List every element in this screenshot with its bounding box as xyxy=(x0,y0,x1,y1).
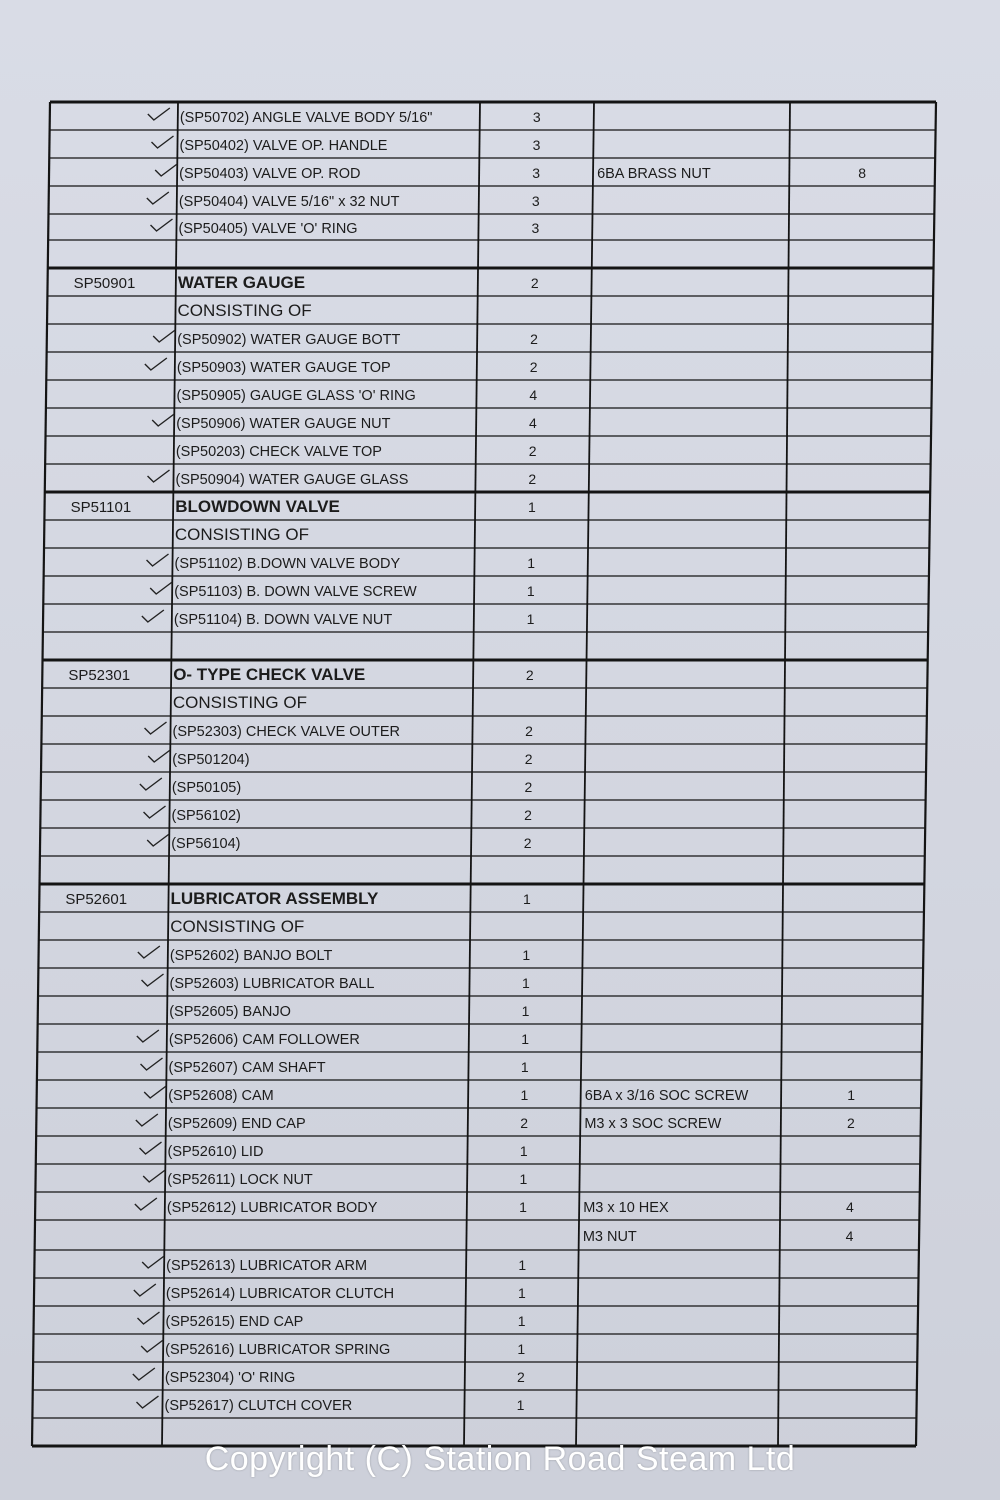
part-quantity: 2 xyxy=(524,807,532,823)
part-description: (SP50404) VALVE 5/16" x 32 NUT xyxy=(178,194,400,210)
fastener-description: 6BA x 3/16 SOC SCREW xyxy=(584,1088,749,1104)
part-quantity: 4 xyxy=(529,415,537,431)
checkmark-icon xyxy=(150,582,172,594)
part-quantity: 1 xyxy=(527,499,536,515)
part-code: SP50901 xyxy=(73,275,136,292)
part-quantity: 1 xyxy=(521,1031,530,1047)
part-description: (SP50203) CHECK VALVE TOP xyxy=(175,444,382,460)
part-quantity: 1 xyxy=(523,891,531,907)
part-description: (SP52610) LID xyxy=(167,1144,264,1160)
part-quantity: 1 xyxy=(526,611,535,627)
checkmark-icon xyxy=(153,330,175,342)
checkmark-icon xyxy=(134,1284,156,1296)
part-description: (SP501204) xyxy=(172,752,250,768)
column-divider xyxy=(162,102,178,1446)
checkmark-icon xyxy=(137,1030,159,1042)
fastener-quantity: 4 xyxy=(845,1228,854,1244)
fastener-description: M3 NUT xyxy=(582,1229,637,1245)
part-quantity: 2 xyxy=(516,1369,525,1385)
part-code: SP51101 xyxy=(70,499,132,516)
checkmark-icon xyxy=(140,1142,162,1154)
column-divider xyxy=(464,102,480,1446)
part-description: (SP52612) LUBRICATOR BODY xyxy=(166,1200,378,1216)
checkmark-icon xyxy=(144,1086,166,1098)
column-divider xyxy=(778,102,790,1446)
fastener-description: 6BA BRASS NUT xyxy=(597,166,711,182)
part-code: SP52301 xyxy=(68,667,131,684)
checkmark-icon xyxy=(147,834,169,846)
checkmark-icon xyxy=(147,554,169,566)
checkmark-icon xyxy=(142,1256,164,1268)
checkmark-icon xyxy=(140,778,162,790)
checkmark-icon xyxy=(137,1396,159,1408)
part-description: (SP52609) END CAP xyxy=(167,1116,306,1132)
part-description: (SP52303) CHECK VALVE OUTER xyxy=(172,724,401,740)
part-quantity: 2 xyxy=(525,667,534,683)
part-quantity: 1 xyxy=(527,555,536,571)
part-quantity: 2 xyxy=(528,471,537,487)
fastener-quantity: 8 xyxy=(858,165,867,181)
part-quantity: 2 xyxy=(524,751,533,767)
checkmark-icon xyxy=(138,946,160,958)
part-quantity: 1 xyxy=(522,947,531,963)
fastener-quantity: 1 xyxy=(847,1087,856,1103)
part-quantity: 1 xyxy=(518,1285,526,1301)
part-quantity: 2 xyxy=(530,275,539,291)
part-description: CONSISTING OF xyxy=(170,917,305,936)
fastener-quantity: 4 xyxy=(845,1199,854,1215)
part-description: (SP50405) VALVE 'O' RING xyxy=(178,221,358,237)
checkmark-icon xyxy=(152,414,174,426)
part-description: (SP56104) xyxy=(171,836,241,852)
part-quantity: 1 xyxy=(517,1341,526,1357)
part-quantity: 3 xyxy=(531,193,540,209)
part-quantity: 1 xyxy=(518,1257,527,1273)
part-code: SP52601 xyxy=(65,891,128,908)
part-quantity: 1 xyxy=(519,1199,527,1215)
part-description: (SP50902) WATER GAUGE BOTT xyxy=(177,332,401,348)
checkmark-icon xyxy=(148,750,170,762)
part-description: (SP52602) BANJO BOLT xyxy=(169,948,333,964)
part-description: (SP52606) CAM FOLLOWER xyxy=(168,1032,360,1048)
part-quantity: 2 xyxy=(524,779,533,795)
part-description: (SP50903) WATER GAUGE TOP xyxy=(176,360,391,376)
part-description: (SP52607) CAM SHAFT xyxy=(168,1060,326,1076)
checkmark-icon xyxy=(142,974,164,986)
part-description: (SP52603) LUBRICATOR BALL xyxy=(169,976,375,992)
part-description: (SP52616) LUBRICATOR SPRING xyxy=(165,1342,391,1358)
column-divider xyxy=(916,102,936,1446)
part-description: (SP52608) CAM xyxy=(168,1088,274,1104)
checkmark-icon xyxy=(142,610,164,622)
assembly-title: WATER GAUGE xyxy=(177,273,306,292)
part-quantity: 1 xyxy=(519,1171,528,1187)
part-description: (SP51104) B. DOWN VALVE NUT xyxy=(173,612,393,628)
part-quantity: 1 xyxy=(520,1059,529,1075)
part-description: (SP52605) BANJO xyxy=(169,1004,291,1020)
part-description: (SP52617) CLUTCH COVER xyxy=(164,1398,353,1414)
fastener-description: M3 x 3 SOC SCREW xyxy=(584,1116,722,1132)
part-quantity: 1 xyxy=(521,975,530,991)
part-description: (SP56102) xyxy=(171,808,241,824)
part-quantity: 3 xyxy=(532,137,541,153)
checkmark-icon xyxy=(152,136,174,148)
part-description: (SP51102) B.DOWN VALVE BODY xyxy=(174,556,401,572)
part-description: (SP50906) WATER GAUGE NUT xyxy=(176,416,391,432)
checkmark-icon xyxy=(141,1058,163,1070)
part-quantity: 1 xyxy=(526,583,535,599)
part-quantity: 2 xyxy=(530,331,538,347)
part-description: (SP50702) ANGLE VALVE BODY 5/16" xyxy=(179,110,433,126)
checkmark-icon xyxy=(138,1312,160,1324)
assembly-title: BLOWDOWN VALVE xyxy=(175,497,340,516)
part-quantity: 2 xyxy=(528,443,537,459)
part-description: CONSISTING OF xyxy=(177,301,312,320)
part-description: (SP50402) VALVE OP. HANDLE xyxy=(179,138,388,154)
checkmark-icon xyxy=(148,470,170,482)
part-description: (SP52613) LUBRICATOR ARM xyxy=(166,1258,368,1274)
column-divider xyxy=(32,102,50,1446)
part-quantity: 3 xyxy=(532,165,541,181)
part-quantity: 2 xyxy=(529,359,538,375)
part-quantity: 2 xyxy=(520,1115,528,1131)
part-description: CONSISTING OF xyxy=(174,525,309,544)
part-description: (SP50905) GAUGE GLASS 'O' RING xyxy=(176,388,416,404)
checkmark-icon xyxy=(141,1340,163,1352)
part-description: (SP52615) END CAP xyxy=(165,1314,304,1330)
checkmark-icon xyxy=(133,1368,155,1380)
checkmark-icon xyxy=(135,1198,157,1210)
copyright-watermark: Copyright (C) Station Road Steam Ltd xyxy=(204,1440,796,1478)
part-description: (SP52304) 'O' RING xyxy=(164,1370,296,1386)
checkmark-icon xyxy=(148,108,170,120)
fastener-description: M3 x 10 HEX xyxy=(583,1200,669,1216)
checkmark-icon xyxy=(136,1114,158,1126)
assembly-title: LUBRICATOR ASSEMBLY xyxy=(170,889,379,908)
part-description: (SP52611) LOCK NUT xyxy=(167,1172,313,1188)
part-quantity: 3 xyxy=(532,109,541,125)
part-quantity: 1 xyxy=(517,1313,526,1329)
checkmark-icon xyxy=(151,219,173,231)
checkmark-icon xyxy=(143,1170,165,1182)
part-description: (SP50403) VALVE OP. ROD xyxy=(179,166,361,182)
part-description: CONSISTING OF xyxy=(172,693,307,712)
part-description: (SP52614) LUBRICATOR CLUTCH xyxy=(165,1286,395,1302)
assembly-title: O- TYPE CHECK VALVE xyxy=(173,665,366,684)
checkmark-icon xyxy=(144,806,166,818)
part-quantity: 2 xyxy=(523,835,532,851)
checkmark-icon xyxy=(145,358,167,370)
checkmark-icon xyxy=(147,192,169,204)
fastener-quantity: 2 xyxy=(846,1115,855,1131)
part-description: (SP51103) B. DOWN VALVE SCREW xyxy=(174,584,417,600)
part-description: (SP50904) WATER GAUGE GLASS xyxy=(175,472,409,488)
part-description: (SP50105) xyxy=(171,780,242,796)
part-quantity: 1 xyxy=(519,1143,528,1159)
part-quantity: 1 xyxy=(521,1003,530,1019)
checkmark-icon xyxy=(145,722,167,734)
part-quantity: 1 xyxy=(516,1397,525,1413)
checkmark-icon xyxy=(155,164,177,176)
part-quantity: 3 xyxy=(531,220,540,236)
part-quantity: 1 xyxy=(520,1087,529,1103)
part-quantity: 4 xyxy=(529,387,538,403)
part-quantity: 2 xyxy=(525,723,533,739)
